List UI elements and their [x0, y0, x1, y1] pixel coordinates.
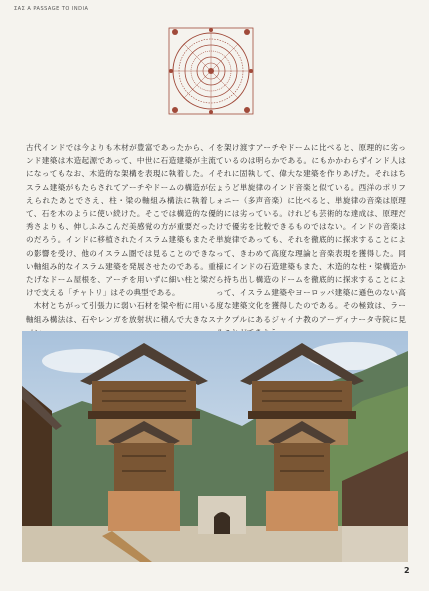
text-column-right: [216, 141, 406, 339]
paragraph: 古代インドでは今よりも木材が豊富であったから、インド建築は木造起源であって、中世に石造建築が主流になってもなお、木造的な架構を表現に執着した。イスラム建築がもたらされてアーチやドームの構造が伝えられたあとでさえ、柱・梁の軸組み構法に執着して、石を木のように使い続けた。そこでは構造的な優秀さよりも、伸しふみこんだ美感覚の方が重要だったのだろう。インドに移植されたイスラム建築もまたその影響を受け、他のイスラム圏では見ることのできない軸組み的なイスラム建築を発展させたのである。重たげなドーム屋根を、アーチを用いずに細い柱と梁だけで支える「チャトリ」はその典型である。: [26, 143, 216, 298]
paragraph: を架け渡すアーチやドームに比べると、原理的に劣っているのは明らかである。にもかかわらずインド人はそれに固執して、偉大な建築を作りあげた。それはちょうど単旋律のインド音楽と似ている。西洋のポリフォニー（多声音楽）に比べると、単旋律の音楽は原理的には劣っている。けれども芸術的な達成は、原理だけで優劣を比較できるものではない。インドの音楽は単旋律であっても、それを徹底的に探求することによって、きわめて高度な理論と音楽表現を獲得した。同様にインドの石造建築もまた、木造的な柱・梁構造から持ち出し構造のドームを徹底的に探求することによって、イスラム建築やヨーロッパ建築に遜色のない高度な建築文化を獲得したのである。その極致は、ラーナクプルにあるジャイナ教のアーディナータ寺院に見: [216, 143, 406, 324]
paragraph: 木材とちがって引張力に弱い石材を梁や桁に用いる軸組み構法は、石やレンガを放射状に積んで大きなス: [26, 301, 216, 324]
running-header: ΣΑΣ A PASSAGE TO INDIA: [14, 6, 89, 12]
page-number: 2: [404, 566, 410, 575]
mandala-ceiling-pattern-icon: [163, 24, 259, 118]
text-column-left: [26, 141, 216, 339]
wooden-temple-towers-photo: [22, 331, 408, 562]
